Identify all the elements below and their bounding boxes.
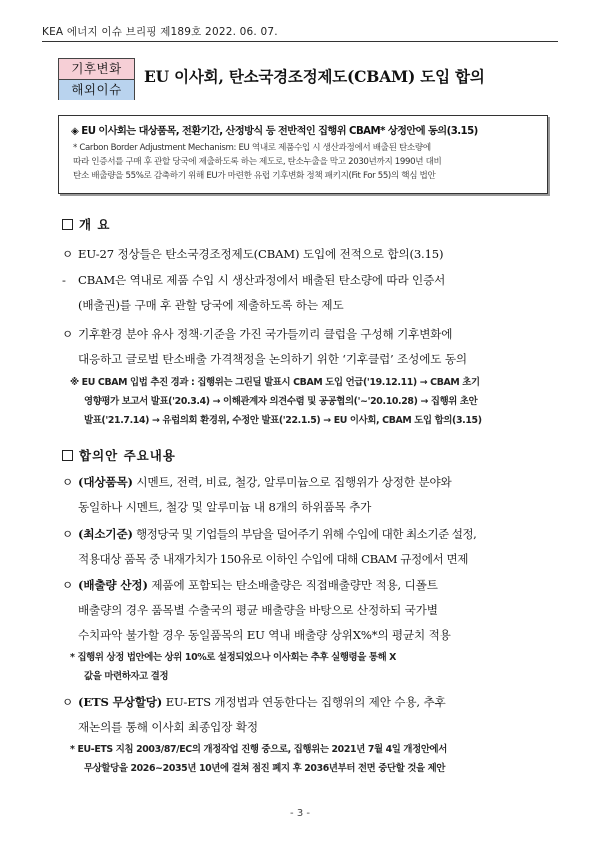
paragraph-text: 기후환경 분야 유사 정책·기준을 가진 국가들끼리 클럽을 구성해 기후변화에 — [78, 327, 453, 341]
circle-bullet-icon: ㅇ — [62, 578, 74, 592]
agreement-item-2 — [62, 522, 552, 572]
summary-note-line: 따라 인증서를 구매 후 관할 당국에 제출하도록 하는 제도로, 탄소누출을 막고 2030년까지 1990년 대비 — [73, 157, 442, 167]
document-header: KEA 에너지 이슈 브리핑 제189호 2022. 06. 07. — [42, 26, 278, 38]
dash-bullet-icon: - — [62, 273, 66, 287]
article-title: EU 이사회, 탄소국경조정제도(CBAM) 도입 합의 — [144, 67, 485, 86]
note-line: * 집행위 상정 법안에는 상위 10%로 설정되었으나 이사회는 추후 실행령을 통해 X — [70, 652, 397, 663]
paragraph-text: 행정당국 및 기업들의 부담을 덜어주기 위해 수입에 대한 최소기준 설정, — [132, 527, 477, 541]
note-line: 영향평가 보고서 발표('20.3.4) → 이해관계자 의견수렴 및 공공협의('~'20.10.28) → 집행위 초안 — [84, 396, 478, 407]
paragraph-text: 수치파악 불가할 경우 동일품목의 EU 역내 배출량 상위X%*의 평균치 적용 — [78, 628, 451, 642]
note-line: ※ EU CBAM 입법 추진 경과 : 집행위는 그린딜 발표시 CBAM 도입 언급('19.12.11) → CBAM 초기 — [70, 377, 480, 388]
item-label: (대상품목) — [78, 475, 133, 489]
agreement-item-3 — [62, 573, 552, 648]
note-line: * EU-ETS 지침 2003/87/EC의 개정작업 진행 중으로, 집행위는 2021년 7월 4일 개정안에서 — [70, 744, 447, 755]
overview-item-1 — [62, 242, 552, 267]
paragraph-text: EU-27 정상들은 탄소국경조정제도(CBAM) 도입에 전적으로 합의(3.15) — [78, 247, 444, 261]
item-label: (배출량 산정) — [78, 578, 148, 592]
note-line: 무상할당을 2026~2035년 10년에 걸쳐 점진 폐지 후 2036년부터 전면 중단할 것을 제안 — [84, 763, 446, 774]
section-heading-overview — [62, 215, 111, 233]
summary-box — [58, 115, 548, 194]
circle-bullet-icon: ㅇ — [62, 247, 74, 261]
circle-bullet-icon: ㅇ — [62, 475, 74, 489]
summary-note-line: * Carbon Border Adjustment Mechanism: EU 역내로 제품수입 시 생산과정에서 배출된 탄소량에 — [73, 143, 431, 153]
paragraph-text: 제품에 포함되는 탄소배출량은 직접배출량만 적용, 디폴트 — [147, 578, 438, 592]
agreement-note-3 — [70, 648, 548, 686]
page-number: - 3 - — [290, 808, 310, 819]
section-heading-text: 개 요 — [79, 217, 111, 232]
summary-headline: ◈ EU 이사회는 대상품목, 전환기간, 산정방식 등 전반적인 집행위 CBAM* 상정안에 동의(3.15) — [71, 126, 478, 137]
agreement-item-4 — [62, 690, 552, 740]
section-heading-agreement — [62, 446, 176, 464]
circle-bullet-icon: ㅇ — [62, 327, 74, 341]
category-tag-bottom: 해외이슈 — [59, 80, 134, 100]
note-line: 발표('21.7.14) → 유럽의회 환경위, 수정안 발표('22.1.5) → EU 이사회, CBAM 도입 합의(3.15) — [84, 415, 482, 426]
paragraph-text: 시멘트, 전력, 비료, 철강, 알루미늄으로 집행위가 상정한 분야와 — [132, 475, 452, 489]
overview-subitem-1 — [62, 268, 552, 318]
paragraph-text: (배출권)를 구매 후 관할 당국에 제출하도록 하는 제도 — [78, 298, 344, 312]
paragraph-text: 동일하나 시멘트, 철강 및 알루미늄 내 8개의 하위품목 추가 — [78, 500, 372, 514]
circle-bullet-icon: ㅇ — [62, 527, 74, 541]
overview-note — [70, 373, 548, 430]
summary-note-line: 탄소 배출량을 55%로 감축하기 위해 EU가 마련한 유럽 기후변화 정책 패키지(Fit For 55)의 핵심 법안 — [73, 171, 436, 181]
overview-item-2 — [62, 322, 552, 372]
header-divider — [42, 41, 558, 42]
agreement-item-1 — [62, 470, 552, 520]
note-line: 값을 마련하자고 결정 — [84, 671, 169, 682]
paragraph-text: EU-ETS 개정법과 연동한다는 집행위의 제안 수용, 추후 — [162, 695, 446, 709]
item-label: (최소기준) — [78, 527, 133, 541]
paragraph-text: 배출량의 경우 품목별 수출국의 평균 배출량을 바탕으로 산정하되 국가별 — [78, 603, 438, 617]
section-heading-text: 합의안 주요내용 — [79, 448, 176, 463]
checkbox-square-icon — [62, 219, 73, 230]
paragraph-text: 적용대상 품목 중 내재가치가 150유로 이하인 수입에 대해 CBAM 규정에서 면제 — [78, 552, 468, 566]
paragraph-text: 대응하고 글로벌 탄소배출 가격책정을 논의하기 위한 ‘기후클럽’ 조성에도 동의 — [78, 352, 467, 366]
circle-bullet-icon: ㅇ — [62, 695, 74, 709]
paragraph-text: 재논의를 통해 이사회 최종입장 확정 — [78, 720, 258, 734]
item-label: (ETS 무상할당) — [78, 695, 163, 709]
category-tag-top: 기후변화 — [59, 59, 134, 80]
agreement-note-4 — [70, 740, 548, 778]
checkbox-square-icon — [62, 450, 73, 461]
summary-footnote — [71, 141, 537, 183]
category-tag — [58, 58, 135, 100]
paragraph-text: CBAM은 역내로 제품 수입 시 생산과정에서 배출된 탄소량에 따라 인증서 — [78, 273, 446, 287]
